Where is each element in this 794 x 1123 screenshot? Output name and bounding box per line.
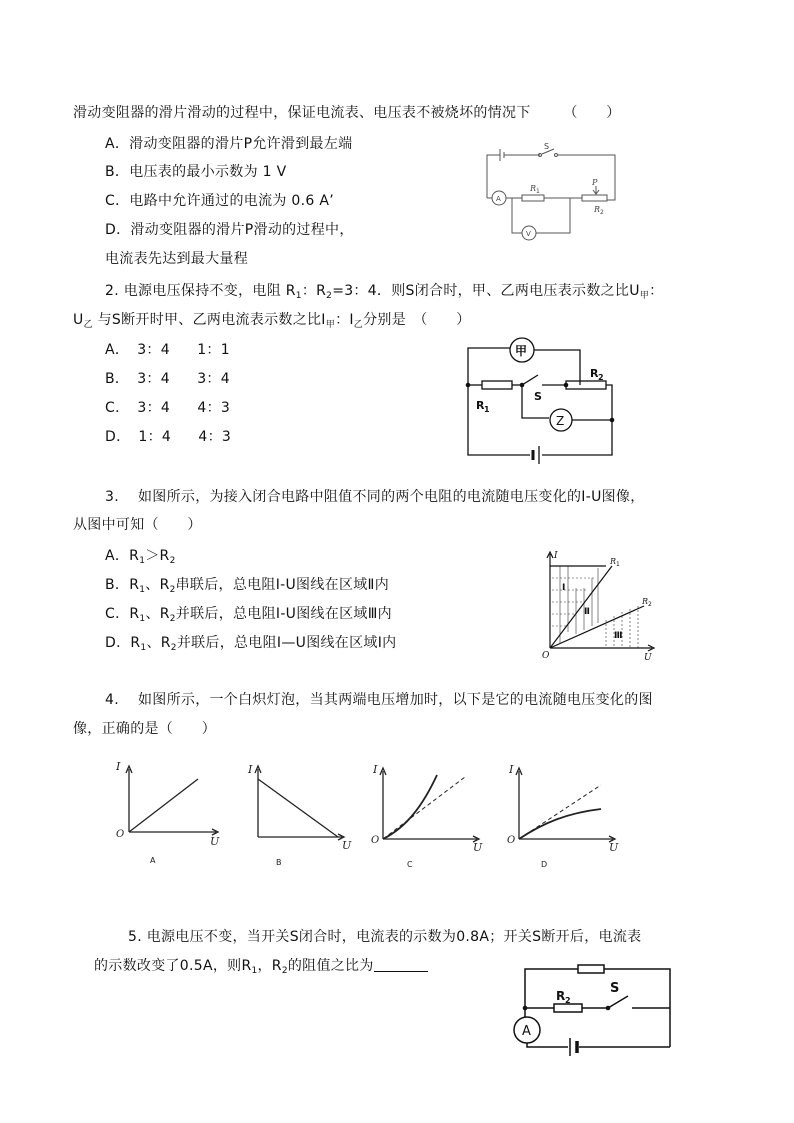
q4d-y-label: I	[509, 763, 514, 776]
q4c-y-label: I	[373, 763, 378, 776]
q1-option-b: B．电压表的最小示数为 1 V	[105, 164, 287, 180]
q4d-x-label: U	[609, 841, 619, 854]
q4-graph-c	[367, 757, 487, 867]
q1-r2-sub: 2	[600, 209, 604, 216]
q2-meter-bottom-label: Z	[556, 414, 565, 428]
q3-y-axis-label: I	[554, 551, 558, 561]
q4-graph-a	[112, 757, 222, 867]
q3-r1-sub: 1	[616, 561, 620, 568]
q3-stem-line2: 从图中可知（ ）	[73, 517, 202, 533]
q3-iu-graph	[540, 548, 660, 666]
q1-r1-label: R	[530, 184, 537, 193]
q4b-y-label: I	[248, 763, 253, 776]
q1-option-a: A．滑动变阻器的滑片P允许滑到最左端	[105, 136, 353, 152]
q2-stem-line1: 2. 电源电压保持不变，电阻 $R_1$：$R_2=3$：4．则S闭合时，甲、乙两电压表示数之比$U_甲$：	[105, 283, 664, 301]
q1-r2-label: R	[594, 205, 601, 214]
q3-r1-label: R	[610, 557, 617, 566]
q4d-caption: D	[541, 860, 548, 869]
q4b-x-label: U	[342, 839, 352, 852]
q5-circuit-diagram	[510, 960, 680, 1068]
q3-option-b: B．$R_1$、$R_2$串联后，总电阻I-U图线在区域Ⅱ内	[105, 577, 390, 595]
q5-stem-line1: 5. 电源电压不变，当开关S闭合时，电流表的示数为0.8A；开关S断开后，电流表	[128, 929, 642, 945]
q3-option-d: D．$R_1$、$R_2$并联后，总电阻I—U图线在区域Ⅰ内	[105, 635, 397, 653]
q4d-origin-label: O	[507, 835, 516, 846]
q4-graph-d	[503, 757, 623, 867]
q2-r1-label: R	[476, 399, 485, 412]
q3-origin-label: O	[542, 651, 550, 661]
q4a-caption: A	[150, 856, 156, 865]
q3-stem-line1: 3. 如图所示，为接入闭合电路中阻值不同的两个电阻的电流随电压变化的I-U图像，	[105, 489, 645, 505]
q1-slider-label: P	[592, 178, 598, 187]
q4c-caption: C	[407, 860, 413, 869]
q2-stem-line2: $U_乙$ 与S断开时甲、乙两电流表示数之比$I_甲$：$I_乙$分别是 （ ）	[73, 312, 471, 330]
q4c-x-label: U	[473, 841, 483, 854]
q1-r1-sub: 1	[536, 188, 540, 195]
q5-ammeter-label: A	[522, 1024, 531, 1039]
q3-zone2-label: Ⅱ	[584, 607, 590, 617]
q2-meter-top-label: 甲	[515, 344, 528, 358]
q1-switch-label: S	[544, 142, 550, 151]
q4b-caption: B	[276, 858, 282, 867]
q2-option-d: D． 1：4 4：3	[105, 429, 232, 445]
q3-x-axis-label: U	[644, 653, 652, 663]
q2-option-b: B． 3：4 3：4	[105, 371, 230, 387]
q2-switch-label: S	[534, 390, 542, 403]
q1-option-d: D．滑动变阻器的滑片P滑动的过程中，	[105, 222, 354, 238]
q2-r2-label: R	[590, 367, 599, 380]
q5-r2-sub: 2	[565, 996, 571, 1005]
q2-r1-sub: 1	[484, 405, 490, 414]
q4a-x-label: U	[210, 835, 220, 848]
q1-ammeter-label: A	[496, 195, 501, 203]
q2-option-c: C． 3：4 4：3	[105, 400, 231, 416]
q5-stem-line2: 的示数改变了0.5A，则$R_1$，$R_2$的阻值之比为	[94, 956, 428, 976]
q1-option-d-cont: 电流表先达到最大量程	[105, 251, 248, 267]
q3-r2-sub: 2	[648, 601, 652, 608]
q5-switch-label: S	[610, 981, 620, 996]
q1-answer-paren: （ ）	[563, 105, 621, 121]
q3-option-c: C．$R_1$、$R_2$并联后，总电阻I-U图线在区域Ⅲ内	[105, 606, 392, 624]
q2-circuit-diagram	[462, 333, 632, 463]
q4-stem-line1: 4. 如图所示，一个白炽灯泡，当其两端电压增加时，以下是它的电流随电压变化的图	[105, 692, 653, 708]
q1-stem-text: 滑动变阻器的滑片滑动的过程中，保证电流表、电压表不被烧坏的情况下	[73, 105, 531, 121]
q1-circuit-diagram	[482, 140, 622, 248]
q3-zone3-label: Ⅲ	[614, 631, 623, 641]
q1-option-c: C．电路中允许通过的电流为 0.6 A’	[105, 193, 334, 209]
q2-r2-sub: 2	[598, 373, 604, 382]
q3-option-a: A．$R_1>R_2$	[105, 548, 176, 566]
q2-option-a: A． 3：4 1：1	[105, 342, 230, 358]
q4a-y-label: I	[116, 760, 121, 773]
q4-stem-line2: 像，正确的是（ ）	[73, 721, 216, 737]
q4c-origin-label: O	[371, 835, 380, 846]
q3-r2-label: R	[642, 597, 649, 606]
q3-zone1-label: Ⅰ	[562, 583, 566, 593]
q4a-origin-label: O	[116, 829, 125, 840]
q1-voltmeter-label: V	[526, 230, 531, 238]
q5-r2-label: R	[556, 989, 566, 1003]
q5-answer-blank[interactable]	[374, 957, 428, 972]
q4-graph-b	[242, 757, 352, 867]
q1-stem	[73, 103, 621, 123]
